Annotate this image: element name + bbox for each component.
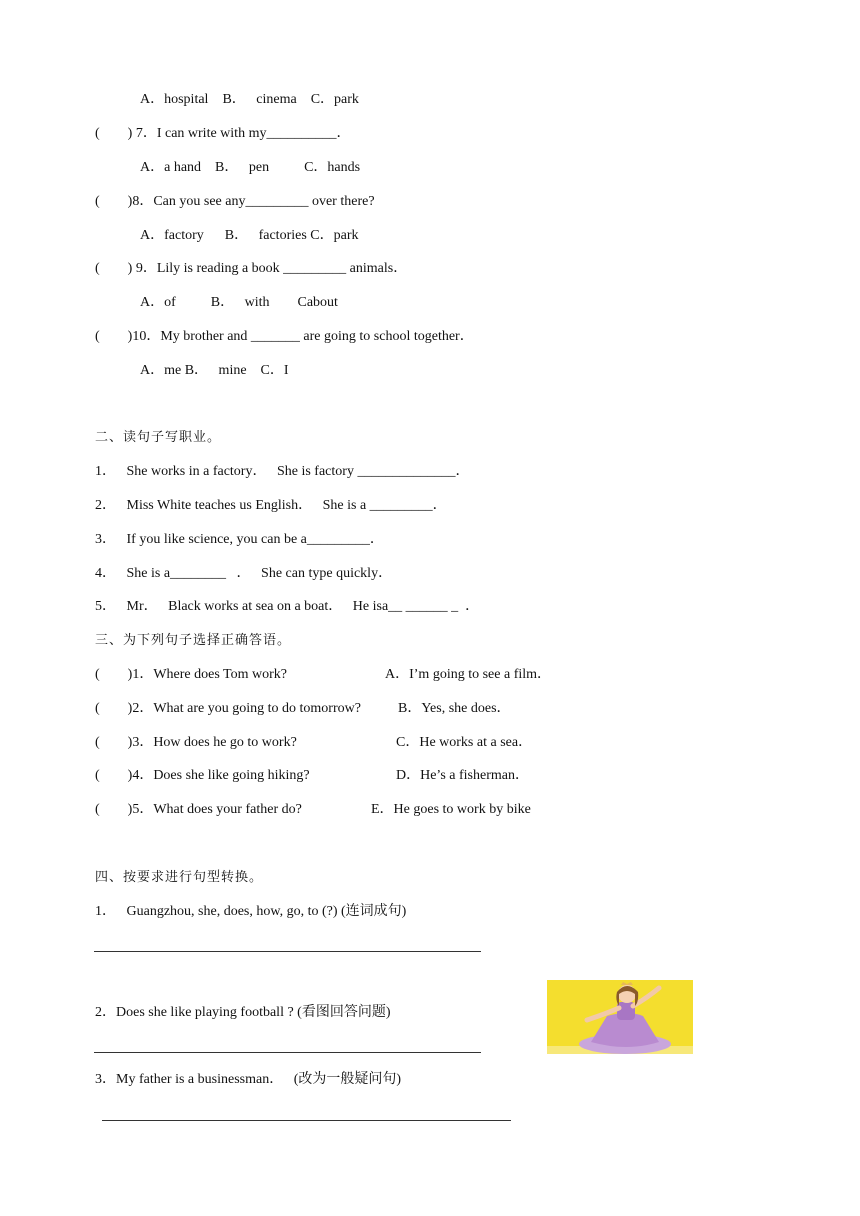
section-2-item: 2． Miss White teaches us English． She is a _________．: [95, 498, 447, 513]
dancing-girl-icon: [547, 980, 693, 1054]
answer-line[interactable]: [102, 1120, 511, 1121]
q6-options: A．hospital B． cinema C．park: [140, 92, 359, 107]
q10-options: A．me B． mine C．I: [140, 363, 289, 378]
q9-options: A．of B． with Cabout: [140, 295, 338, 310]
section-3-answer: D．He’s a fisherman．: [396, 768, 529, 783]
section-4-question-2: 2．Does she like playing football ? (看图回答问题): [95, 1005, 391, 1020]
section-3-question: ( )2．What are you going to do tomorrow?: [95, 701, 361, 716]
section-4-question-1: 1． Guangzhou, she, does, how, go, to (?) (连词成句): [95, 904, 407, 919]
question-8: ( )8．Can you see any_________ over there?: [95, 194, 375, 209]
answer-line[interactable]: [94, 951, 481, 952]
section-2-item: 3． If you like science, you can be a_________．: [95, 532, 384, 547]
girl-illustration: [547, 980, 693, 1054]
section-3-answer: A．I’m going to see a film．: [385, 667, 552, 682]
section-2-item: 1． She works in a factory． She is factory ______________．: [95, 464, 470, 479]
question-10: ( )10．My brother and _______ are going to school together．: [95, 329, 474, 344]
section-2-item: 5． Mr． Black works at sea on a boat． He isa__ ______ _ ．: [95, 599, 480, 614]
section-3-question: ( )3．How does he go to work?: [95, 735, 297, 750]
section-3-question: ( )1．Where does Tom work?: [95, 667, 287, 682]
question-7: ( ) 7．I can write with my__________．: [95, 126, 351, 141]
section-2-item: 4． She is a________ ． She can type quickly．: [95, 566, 393, 581]
q8-options: A．factory B． factories C．park: [140, 228, 359, 243]
section-3-answer: B．Yes, she does．: [398, 701, 511, 716]
q7-options: A．a hand B． pen C．hands: [140, 160, 361, 175]
section-2-heading: 二、读句子写职业。: [95, 430, 222, 445]
section-3-question: ( )5．What does your father do?: [95, 802, 302, 817]
section-3-answer: E．He goes to work by bike: [371, 802, 531, 817]
section-4-heading: 四、按要求进行句型转换。: [95, 870, 264, 885]
section-3-answer: C．He works at a sea．: [396, 735, 533, 750]
question-9: ( ) 9．Lily is reading a book _________ animals．: [95, 261, 408, 276]
answer-line[interactable]: [94, 1052, 481, 1053]
section-4-question-3: 3．My father is a businessman． (改为一般疑问句): [95, 1072, 402, 1087]
section-3-question: ( )4．Does she like going hiking?: [95, 768, 310, 783]
section-3-heading: 三、为下列句子选择正确答语。: [95, 633, 292, 648]
